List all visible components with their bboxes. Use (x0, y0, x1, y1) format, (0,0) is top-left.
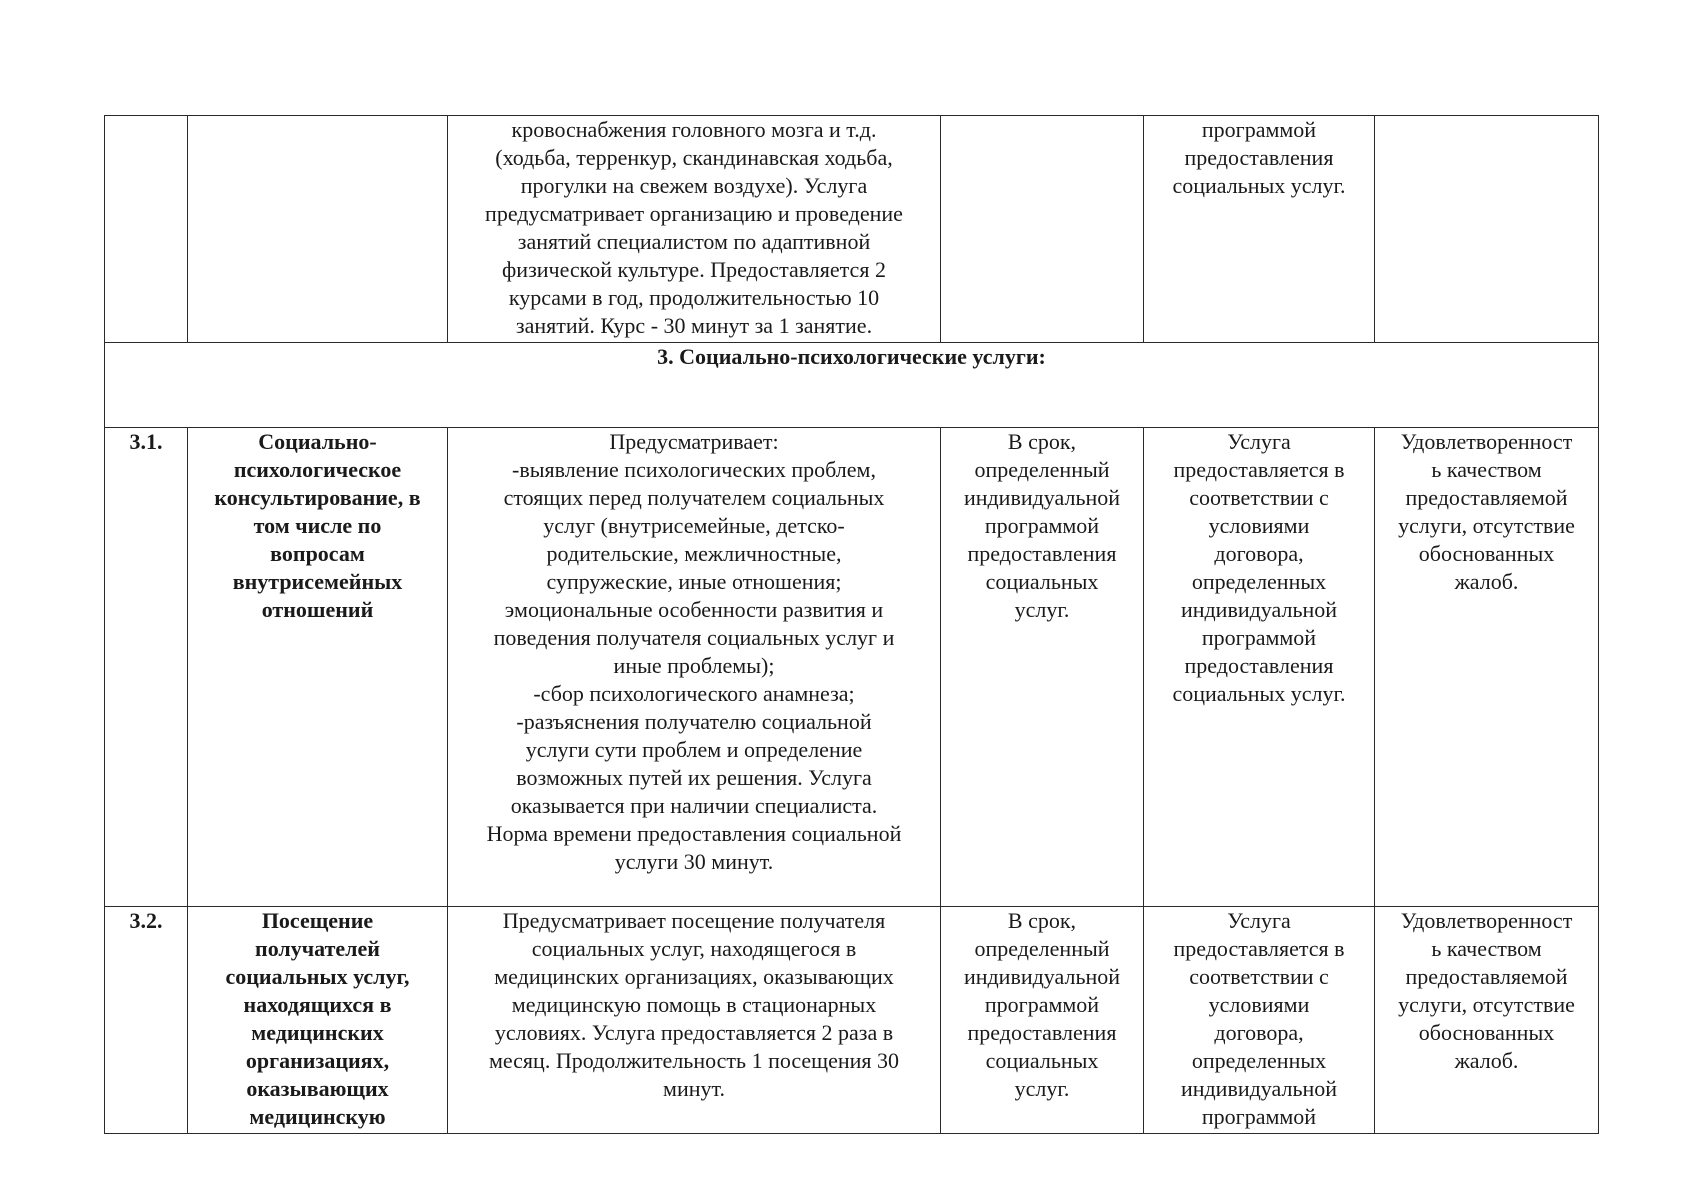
service-description-text: Предусматривает посещение получателя социальных услуг, находящегося в медицинских организациях, оказывающих медицинскую помощь в стационарных условиях. Услуга предоставляется 2 раза в месяц. Продолжительность 1 посещения 30 минут. (488, 908, 900, 1101)
cell-number (105, 907, 188, 1134)
service-description-text: Предусматривает: -выявление психологических проблем, стоящих перед получателем социальных услуг (внутрисемейные, детско- родительские, межличностные, супружеские, иные отношения; эмоциональные особенности развития и поведения получателя социальных услуг и иные проблемы); -сбор психологического анамнеза; -разъяснения получателю социальной услуги сути проблем и определение возможных путей их решения. Услуга оказывается при наличии специалиста. Норма времени предоставления социальной услуги 30 минут. (486, 429, 902, 874)
table-row (105, 907, 1599, 1134)
cell-service-conditions (1144, 116, 1375, 343)
service-name: Социально- психологическое консультирование, в том числе по вопросам внутрисемейных отношений (214, 429, 421, 622)
cell-service-description (448, 116, 941, 343)
table-row-section-header (105, 343, 1599, 428)
service-term-text: В срок, определенный индивидуальной программой предоставления социальных услуг. (963, 908, 1121, 1101)
cell-service-term (941, 116, 1144, 343)
table-row (105, 428, 1599, 907)
service-term-text: В срок, определенный индивидуальной программой предоставления социальных услуг. (963, 429, 1121, 622)
cell-service-description (448, 907, 941, 1134)
cell-number (105, 428, 188, 907)
cell-service-name (188, 428, 448, 907)
social-services-table (104, 115, 1599, 1134)
service-description-text: кровоснабжения головного мозга и т.д. (ходьба, терренкур, скандинавская ходьба, прогулки на свежем воздухе). Услуга предусматривает организацию и проведение занятий специалистом по адаптивной физической культуре. Предоставляется 2 курсами в год, продолжительностью 10 занятий. Курс - 30 минут за 1 занятие. (485, 117, 903, 338)
cell-service-description (448, 428, 941, 907)
cell-service-term (941, 907, 1144, 1134)
service-name: Посещение получателей социальных услуг, находящихся в медицинских организациях, оказывающих медицинскую (225, 908, 410, 1129)
service-evaluation-text: Удовлетворенност ь качеством предоставляемой услуги, отсутствие обоснованных жалоб. (1398, 908, 1575, 1073)
cell-service-conditions (1144, 907, 1375, 1134)
cell-service-name (188, 116, 448, 343)
service-conditions-text: Услуга предоставляется в соответствии с условиями договора, определенных индивидуальной программой предоставления социальных услуг. (1172, 429, 1346, 706)
cell-service-evaluation (1375, 428, 1599, 907)
cell-service-name (188, 907, 448, 1134)
service-number: 3.1. (129, 429, 163, 454)
cell-service-evaluation (1375, 116, 1599, 343)
table-row-continuation (105, 116, 1599, 343)
cell-service-evaluation (1375, 907, 1599, 1134)
service-evaluation-text: Удовлетворенност ь качеством предоставляемой услуги, отсутствие обоснованных жалоб. (1398, 429, 1575, 594)
cell-number (105, 116, 188, 343)
cell-service-term (941, 428, 1144, 907)
section-title: 3. Социально-психологические услуги: (105, 343, 1599, 428)
cell-service-conditions (1144, 428, 1375, 907)
service-conditions-text: программой предоставления социальных услуг. (1172, 117, 1346, 198)
service-conditions-text: Услуга предоставляется в соответствии с условиями договора, определенных индивидуальной программой (1173, 908, 1345, 1129)
service-number: 3.2. (129, 908, 163, 933)
